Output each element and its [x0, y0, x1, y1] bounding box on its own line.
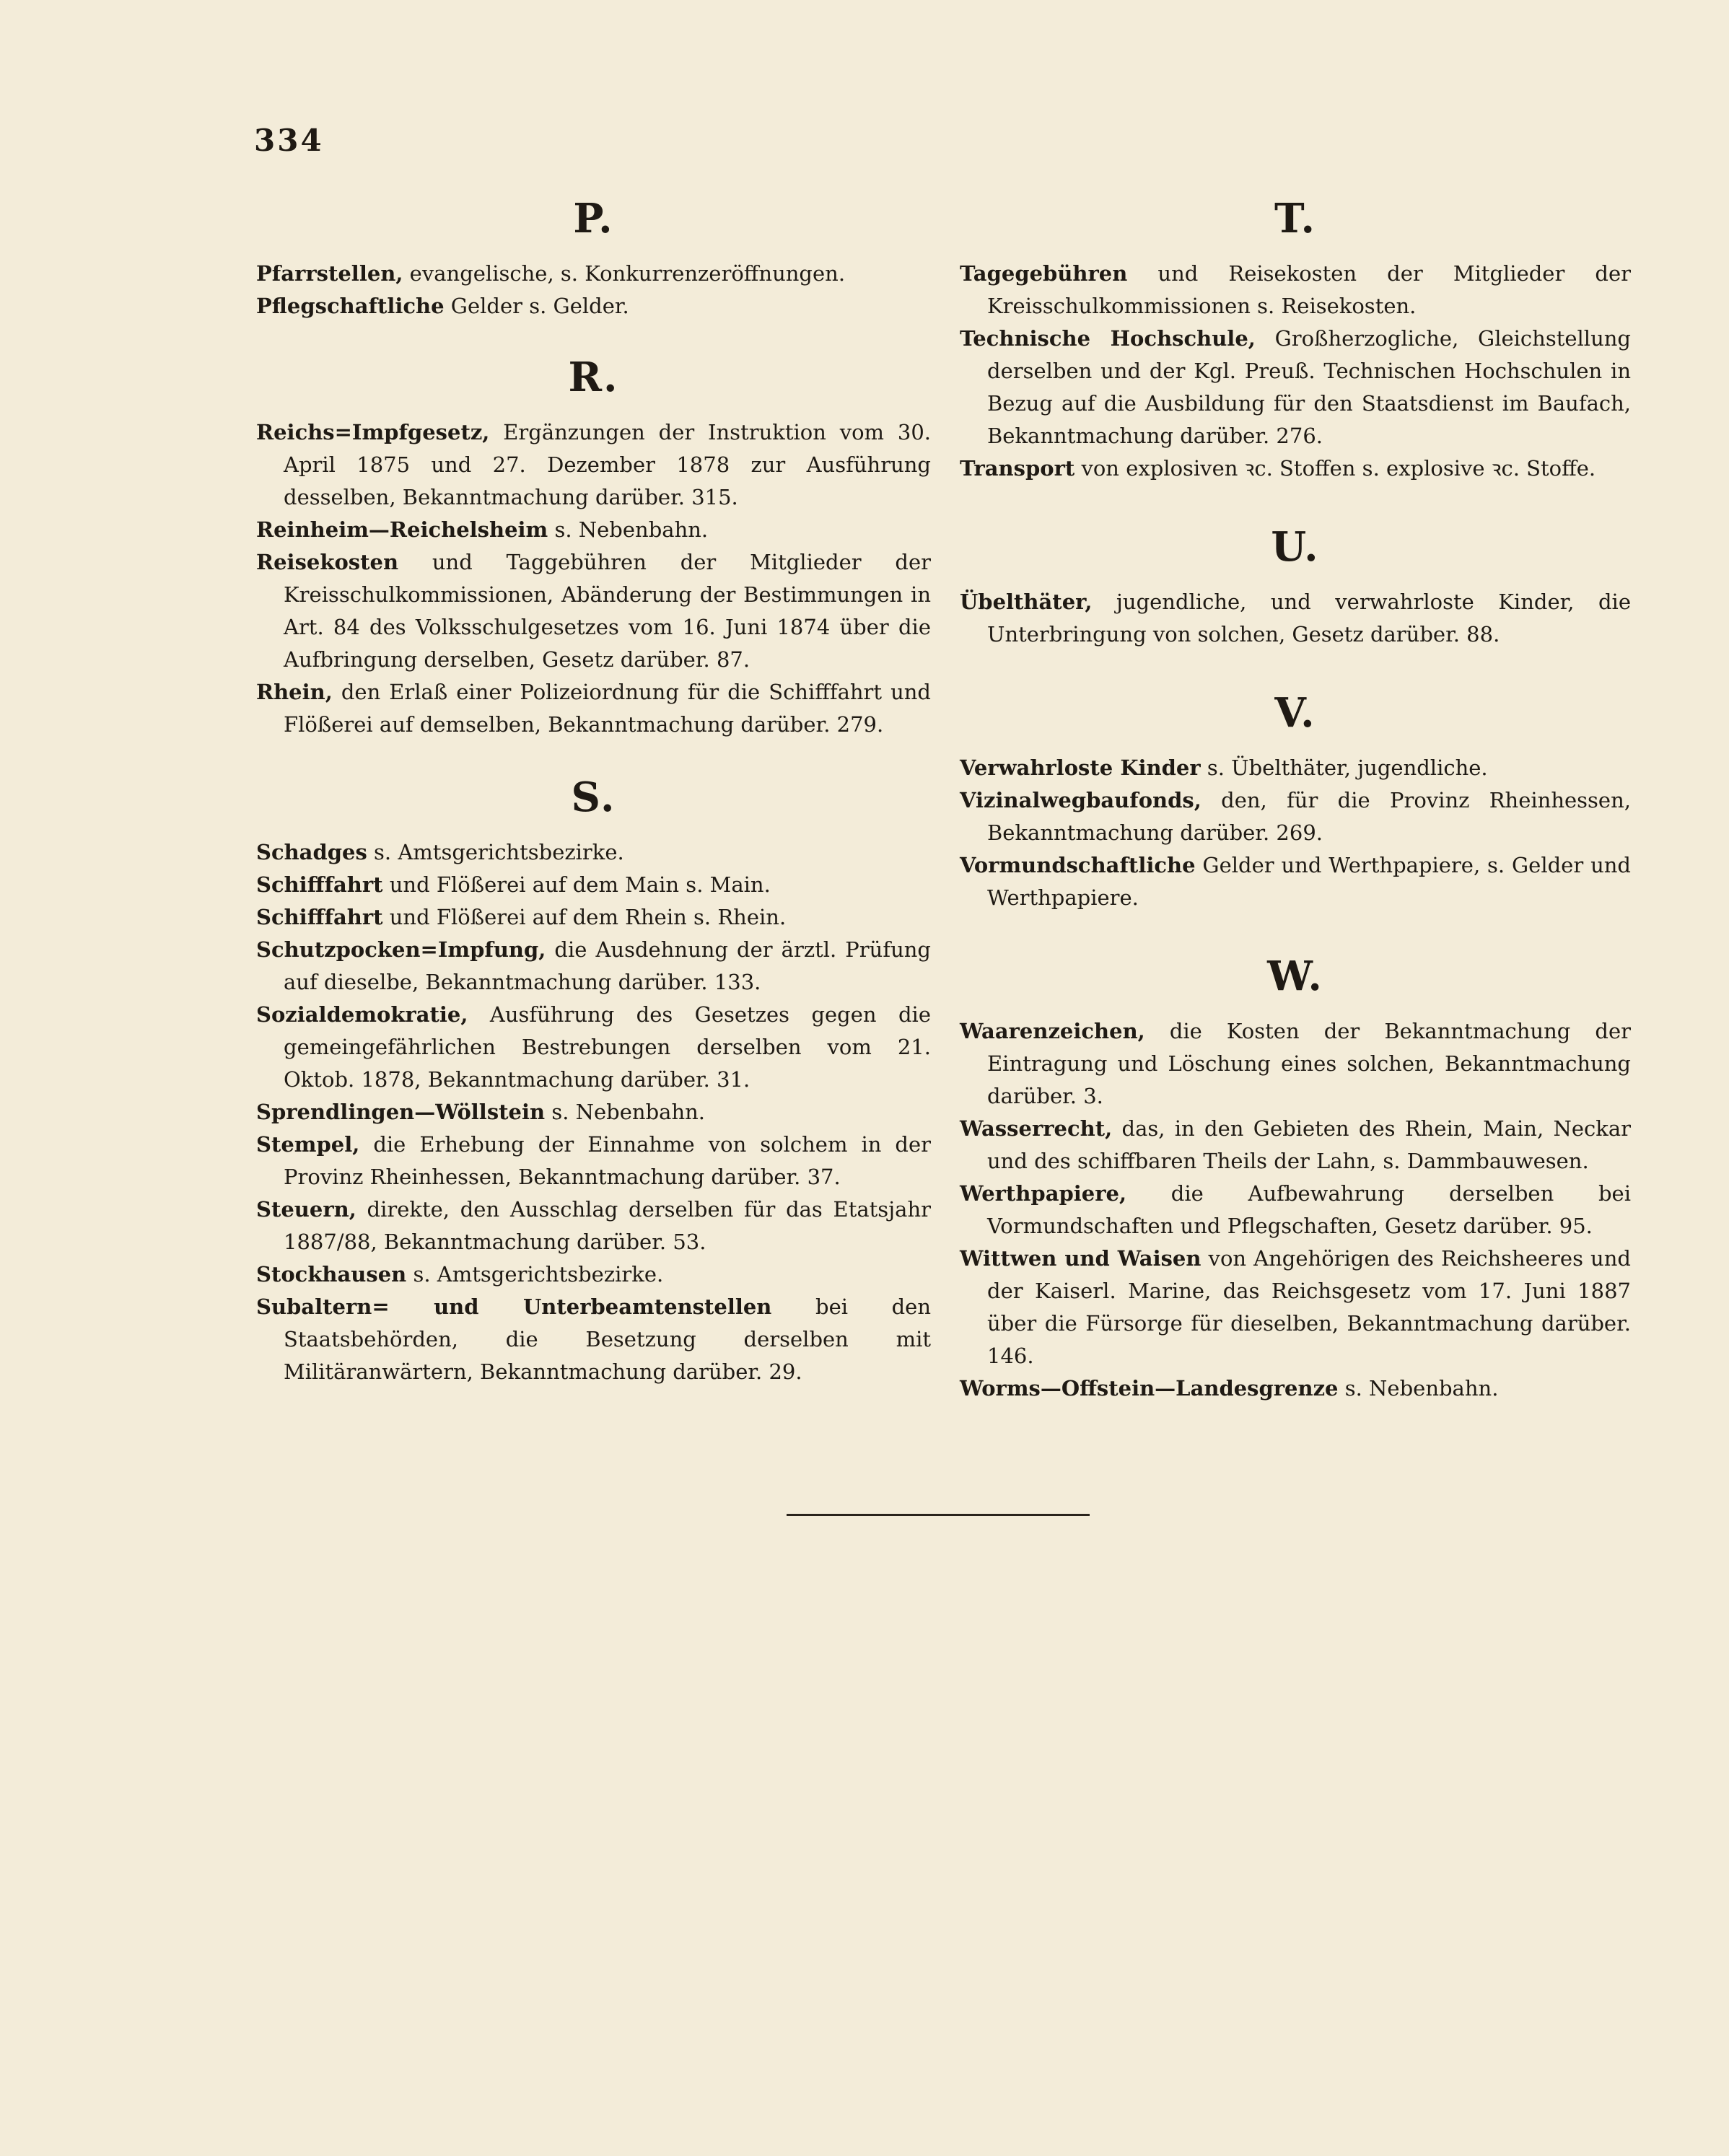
entry-text: evangelische, s. Konkurrenzeröffnungen. [403, 261, 846, 286]
entry-term: Verwahrloste Kinder [960, 755, 1201, 780]
entry-term: Technische Hochschule, [960, 326, 1256, 351]
entry-text: bei den Staatsbehörden, die Besetzung derselben mit Militäranwärtern, Bekanntmachung darüber. 29. [284, 1294, 932, 1384]
entry-term: Stockhausen [256, 1262, 407, 1287]
section-r [256, 354, 931, 741]
entry-term: Pflegschaftliche [256, 294, 445, 318]
entry-text: und Flößerei auf dem Main s. Main. [382, 872, 771, 897]
entry-term: Reisekosten [256, 550, 399, 574]
entry-text: das, in den Gebieten des Rhein, Main, Neckar und des schiffbaren Theils der Lahn, s. Dammbauwesen. [987, 1116, 1631, 1173]
index-entry [960, 849, 1631, 914]
index-entry [256, 869, 931, 901]
entry-term: Schutzpocken=Impfung, [256, 937, 546, 962]
entry-text: Gelder und Werthpapiere, s. Gelder und Werthpapiere. [987, 853, 1631, 910]
index-entry [256, 1193, 931, 1258]
index-entry [256, 258, 931, 290]
index-entry [256, 290, 931, 323]
entry-text: Großherzogliche, Gleichstellung derselben und der Kgl. Preuß. Technischen Hochschulen in Bezug auf die Ausbildung für den Staatsdienst im Baufach, Bekanntmachung darüber. 276. [987, 326, 1631, 448]
left-column [256, 195, 932, 1388]
entry-term: Tagegebühren [960, 261, 1128, 286]
section-letter: S. [571, 774, 616, 821]
entry-text: die Erhebung der Einnahme von solchem in der Provinz Rheinhessen, Bekanntmachung darüber. 37. [284, 1132, 931, 1189]
index-entry [960, 1243, 1631, 1372]
index-entry [960, 586, 1631, 651]
entry-text: Ausführung des Gesetzes gegen die gemeingefährlichen Bestrebungen derselben vom 21. Oktob. 1878, Bekanntmachung darüber. 31. [284, 1002, 931, 1092]
entry-term: Schadges [256, 840, 367, 864]
index-entry [256, 1291, 931, 1388]
section-letter: V. [1274, 689, 1316, 737]
index-entry [960, 752, 1631, 784]
entry-text: jugendliche, und verwahrloste Kinder, die Unterbringung von solchen, Gesetz darüber. 88. [987, 590, 1631, 647]
entry-term: Reinheim—Reichelsheim [256, 517, 548, 542]
index-entry [960, 1113, 1631, 1178]
entry-text: und Reisekosten der Mitglieder der Kreisschulkommissionen s. Reisekosten. [987, 261, 1631, 318]
index-entry [256, 934, 931, 999]
entry-term: Übelthäter, [960, 590, 1093, 614]
index-entry [256, 416, 931, 514]
section-w [960, 952, 1631, 1405]
index-entry [960, 784, 1631, 849]
entry-text: den Erlaß einer Polizeiordnung für die Schifffahrt und Flößerei auf demselben, Bekanntmachung darüber. 279. [284, 680, 931, 737]
entry-text: die Kosten der Bekanntmachung der Eintragung und Löschung eines solchen, Bekanntmachung darüber. 3. [987, 1019, 1631, 1108]
entry-text: von explosiven ꝛc. Stoffen s. explosive ꝛc. Stoffe. [1074, 456, 1596, 481]
entry-term: Reichs=Impfgesetz, [256, 420, 490, 444]
entry-text: s. Nebenbahn. [1338, 1376, 1499, 1401]
section-letter: P. [573, 195, 614, 242]
entry-text: und Taggebühren der Mitglieder der Kreisschulkommissionen, Abänderung der Bestimmungen in Art. 84 des Volksschulgesetzes vom 16. Juni 1874 über die Aufbringung derselben, Gesetz darüber. 87. [284, 550, 931, 672]
entry-term: Sozialdemokratie, [256, 1002, 468, 1027]
entry-term: Vormundschaftliche [960, 853, 1196, 877]
entry-term: Pfarrstellen, [256, 261, 403, 286]
entry-text: Ergänzungen der Instruktion vom 30. April 1875 und 27. Dezember 1878 zur Ausführung desselben, Bekanntmachung darüber. 315. [284, 420, 931, 509]
index-entry [256, 546, 931, 676]
entry-text: s. Amtsgerichtsbezirke. [367, 840, 624, 864]
entry-term: Steuern, [256, 1197, 356, 1222]
entry-term: Transport [960, 456, 1075, 481]
entry-text: den, für die Provinz Rheinhessen, Bekanntmachung darüber. 269. [987, 788, 1631, 845]
index-entry [256, 514, 931, 546]
entry-term: Vizinalwegbaufonds, [960, 788, 1201, 812]
entry-text: direkte, den Ausschlag derselben für das Etatsjahr 1887/88, Bekanntmachung darüber. 53. [284, 1197, 931, 1254]
index-entry [960, 323, 1631, 452]
section-letter: U. [1271, 523, 1320, 571]
entry-term: Schifffahrt [256, 905, 383, 929]
index-entry [960, 1372, 1631, 1405]
index-entry [256, 676, 931, 741]
entry-text: die Ausdehnung der ärztl. Prüfung auf dieselbe, Bekanntmachung darüber. 133. [284, 937, 931, 994]
index-entry [256, 1096, 931, 1129]
entry-text: Gelder s. Gelder. [444, 294, 629, 318]
index-entry [256, 999, 931, 1096]
closing-rule [787, 1514, 1090, 1516]
entry-term: Sprendlingen—Wöllstein [256, 1100, 546, 1124]
entry-text: von Angehörigen des Reichsheeres und der Kaiserl. Marine, das Reichsgesetz vom 17. Juni 1887 über die Fürsorge für dieselben, Bekanntmachung darüber. 146. [987, 1246, 1631, 1368]
index-entry [960, 1015, 1631, 1113]
index-entry [960, 1178, 1631, 1243]
entry-term: Werthpapiere, [960, 1181, 1127, 1206]
index-entry [256, 1258, 931, 1291]
entry-text: s. Amtsgerichtsbezirke. [406, 1262, 664, 1287]
entry-term: Waarenzeichen, [960, 1019, 1145, 1043]
entry-term: Wittwen und Waisen [960, 1246, 1201, 1271]
section-s [256, 774, 932, 1388]
entry-term: Stempel, [256, 1132, 360, 1157]
index-entry [960, 452, 1631, 485]
entry-text: s. Übelthäter, jugendliche. [1200, 755, 1488, 780]
entry-text: und Flößerei auf dem Rhein s. Rhein. [382, 905, 787, 929]
section-t [960, 195, 1631, 485]
section-letter: R. [568, 354, 619, 401]
section-u [960, 523, 1631, 651]
entry-term: Subaltern= und Unterbeamtenstellen [256, 1294, 772, 1319]
entry-text: die Aufbewahrung derselben bei Vormundschaften und Pflegschaften, Gesetz darüber. 95. [987, 1181, 1631, 1238]
entry-text: s. Nebenbahn. [545, 1100, 706, 1124]
right-column [960, 195, 1631, 1405]
entry-term: Wasserrecht, [960, 1116, 1113, 1141]
entry-text: s. Nebenbahn. [548, 517, 709, 542]
section-letter: W. [1267, 952, 1323, 1000]
page-number: 334 [254, 123, 324, 158]
entry-term: Rhein, [256, 680, 333, 704]
section-v [960, 689, 1631, 914]
entry-term: Schifffahrt [256, 872, 383, 897]
index-entry [256, 901, 931, 934]
section-p [256, 195, 931, 323]
entry-term: Worms—Offstein—Landesgrenze [960, 1376, 1339, 1401]
index-entry [960, 258, 1631, 323]
index-entry [256, 1129, 931, 1193]
section-letter: T. [1274, 195, 1316, 242]
index-entry [256, 836, 931, 869]
